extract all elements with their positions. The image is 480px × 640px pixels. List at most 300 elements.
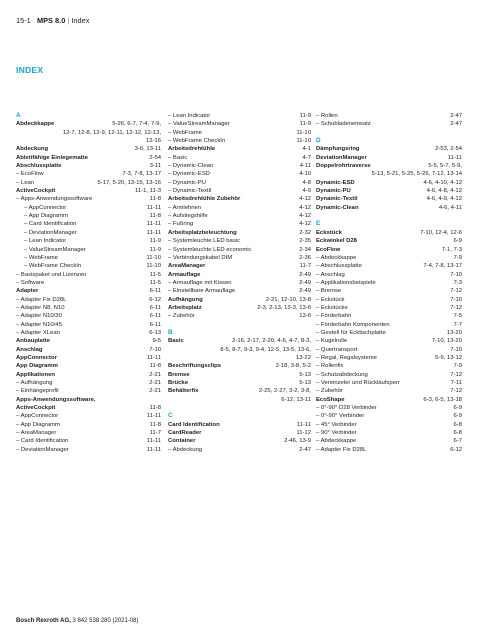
index-page-refs: 4-11 — [299, 163, 311, 170]
index-entry — [168, 254, 311, 262]
index-page-refs: 11-1, 11-3 — [135, 188, 161, 195]
index-letter-heading: D — [316, 137, 321, 145]
index-page-refs: 11-8 — [149, 213, 161, 220]
index-entry — [16, 429, 161, 437]
index-spacer — [168, 404, 311, 412]
header-separator: | — [67, 16, 70, 25]
index-entry — [16, 237, 161, 245]
index-term: – WebFrame CheckIn — [24, 263, 82, 270]
index-entry — [316, 145, 462, 153]
index-page-refs: 6-11 — [149, 304, 161, 311]
index-term: – Abdeckkappe — [316, 254, 357, 261]
section-name: Index — [71, 16, 90, 25]
index-page-refs: 7-10 — [149, 346, 161, 353]
index-entry — [316, 371, 462, 379]
index-page-refs: 5-26, 6-7, 7-4, 7-9, — [112, 121, 161, 128]
index-page-refs: 11-9 — [299, 113, 311, 119]
index-page-refs: 11-11 — [146, 446, 161, 453]
index-entry — [16, 346, 161, 354]
index-entry — [16, 404, 161, 412]
index-entry — [168, 246, 311, 254]
index-page-refs-continued: 13-22 — [295, 354, 311, 361]
index-entry — [168, 362, 311, 370]
index-term: – Quertransport — [316, 346, 358, 353]
index-page-refs: 2-21 — [149, 380, 161, 386]
index-term: Dynamic-PU — [316, 188, 351, 195]
index-term: ActiveCockpit — [16, 188, 56, 195]
index-entry — [316, 404, 462, 412]
index-term: – App Diagramm — [16, 421, 60, 428]
index-spacer — [316, 212, 462, 220]
index-term: Apps-Anwendungssoftware, — [16, 396, 96, 403]
index-page-refs: 11-11 — [296, 421, 311, 428]
index-term: Arbeitsplatz — [168, 304, 202, 311]
index-entry — [316, 437, 462, 445]
index-entry — [168, 112, 311, 120]
index-entry — [168, 170, 311, 178]
index-page-refs: 4-12 — [299, 213, 311, 220]
index-term: – Dynamic-ESD — [168, 171, 210, 178]
index-entry — [16, 329, 161, 337]
index-page-refs: 7-9 — [453, 254, 462, 261]
index-page-refs: 2-25, 2-27, 3-2, 3-8, — [258, 388, 311, 395]
index-page-refs: 11-10 — [296, 138, 311, 145]
index-entry — [16, 296, 161, 304]
index-entry — [16, 279, 161, 287]
index-entry — [16, 271, 161, 279]
index-letter-heading: B — [168, 328, 173, 336]
index-page-refs: 11-11 — [146, 438, 161, 445]
index-page-refs-continued: 12-16 — [145, 138, 161, 145]
index-entry — [316, 254, 462, 262]
index-page-refs: 3-11 — [149, 163, 161, 170]
index-term: – Vereinzeler und Rückläufsperr — [316, 380, 400, 386]
index-page-refs-continued: 6-12, 13-11 — [281, 396, 311, 403]
index-entry — [16, 354, 161, 362]
index-page-refs: 2-16, 2-17, 2-20, 4-6, 4-7, 8-3, — [232, 338, 311, 345]
index-page-refs: 13-6 — [299, 313, 311, 320]
index-term: – Anschlag — [316, 271, 345, 278]
index-page-refs: 11-9 — [149, 246, 161, 253]
index-page-refs: 2-21 — [149, 388, 161, 395]
index-entry — [168, 120, 311, 128]
index-page-refs: 11-11 — [146, 229, 161, 236]
index-entry — [316, 337, 462, 345]
index-page-refs: 7-7 — [453, 321, 462, 328]
index-page-refs: 4-12 — [299, 204, 311, 211]
index-page-refs: 11-11 — [146, 354, 161, 361]
index-page-refs: 4-12 — [299, 221, 311, 228]
index-entry — [316, 262, 462, 270]
index-page-refs: 6-8 — [453, 421, 462, 428]
index-page-refs: 5-9, 13-12 — [435, 354, 462, 361]
index-term: – DeviationManager — [24, 229, 77, 236]
index-page-refs: 7-10, 12-4, 12-6 — [420, 229, 462, 236]
index-entry — [168, 204, 311, 212]
index-page-refs: 2-53, 2-54 — [435, 146, 462, 153]
index-page-refs: 7-9 — [453, 363, 462, 370]
index-term: – DeviationManager — [16, 446, 69, 453]
index-term: – Abschlussplatte — [316, 263, 362, 270]
index-page-refs: 7-12 — [450, 304, 462, 311]
index-page-refs: 6-12 — [450, 446, 462, 453]
index-page-refs: 11-12 — [296, 430, 311, 437]
footer-docnum: 3 842 538 280 (2021-08) — [72, 618, 139, 624]
index-entry — [16, 312, 161, 320]
index-entry — [168, 421, 311, 429]
index-term: – 45° Verbinder — [316, 421, 357, 428]
index-term: CardReader — [168, 430, 202, 437]
index-entry — [316, 229, 462, 237]
index-page-refs: 11-9 — [299, 121, 311, 128]
index-entry — [316, 346, 462, 354]
index-term: – Einstellbare Armauflage — [168, 288, 236, 295]
index-entry — [168, 287, 311, 295]
index-term: – Software — [16, 279, 45, 286]
index-page-refs: 2-49 — [299, 271, 311, 278]
index-page-refs: 2-47 — [450, 121, 462, 128]
index-entry — [316, 179, 462, 187]
index-page-refs: 2-47 — [450, 113, 462, 119]
index-term: – Abdeckung — [168, 446, 203, 453]
index-entry — [316, 354, 462, 362]
index-entry — [16, 379, 161, 387]
index-page-refs: 6-9 — [453, 405, 462, 412]
index-term: – Basispaket und Lizenzen — [16, 271, 87, 278]
index-entry — [316, 362, 462, 370]
index-page-refs: 2-46, 13-9 — [284, 438, 311, 445]
index-page-refs: 7-12 — [450, 371, 462, 378]
index-entry — [316, 237, 462, 245]
index-entry — [168, 229, 311, 237]
index-term: – Einhängeprofil — [16, 388, 59, 395]
index-page-refs: 11-11 — [447, 154, 462, 161]
index-entry — [16, 387, 161, 395]
index-term: – Fußring — [168, 221, 194, 228]
index-letter-heading: E — [316, 220, 321, 228]
index-term: Abdeckung — [16, 146, 49, 153]
index-entry — [16, 396, 161, 404]
index-page-refs: 11-10 — [146, 254, 161, 261]
index-page-refs: 6-3, 6-5, 13-18 — [423, 396, 462, 403]
index-term: Beschriftungsclips — [168, 363, 222, 370]
index-page-refs: 4-6, 4-10, 4-12 — [423, 179, 462, 186]
index-term: Arbeitsplatzbeleuchtung — [168, 229, 237, 236]
index-page-refs: 7-4, 7-8, 13-17 — [423, 263, 462, 270]
index-entry — [168, 145, 311, 153]
index-entry — [16, 187, 161, 195]
index-term: – Aufhängung — [16, 380, 53, 386]
index-entry — [316, 429, 462, 437]
page-title: INDEX — [16, 65, 44, 75]
index-page-refs: 7-3 — [453, 279, 462, 286]
index-term: – Eckstücke — [316, 304, 348, 311]
index-term: – Adapter N8, N10 — [16, 304, 65, 311]
index-term: EcoShape — [316, 396, 345, 403]
index-page-refs: 4-12 — [299, 196, 311, 203]
index-page-refs: 4-9 — [302, 188, 311, 195]
index-entry — [316, 204, 462, 212]
index-entry — [168, 296, 311, 304]
index-page-refs-continued: 12-7, 12-8, 12-9, 12-11, 12-12, 12-13, — [62, 129, 161, 136]
index-term: – Apps-Anwendungssoftware — [16, 196, 93, 203]
index-entry — [16, 220, 161, 228]
index-page-refs: 11-8 — [149, 405, 161, 412]
index-entry — [316, 387, 462, 395]
index-page-refs: 6-13 — [149, 329, 161, 336]
index-entry — [316, 446, 462, 454]
index-entry — [168, 446, 311, 454]
index-term: – Förderbahn Komponenten — [316, 321, 390, 328]
index-term: – WebFrame — [168, 129, 202, 136]
index-entry — [16, 287, 161, 295]
index-term: Abdeckkappe — [16, 121, 55, 128]
index-page-refs: 13-20 — [446, 329, 462, 336]
index-entry — [168, 312, 311, 320]
index-term: – Bremse — [316, 288, 342, 295]
index-page-refs: 11-7 — [149, 430, 161, 437]
index-page-refs: 11-10 — [296, 129, 311, 136]
index-entry — [316, 154, 462, 162]
index-page-refs: 4-8 — [302, 179, 311, 186]
index-page-refs: 3-6, 13-11 — [134, 146, 161, 153]
index-entry — [168, 279, 311, 287]
index-page-refs: 2-47 — [299, 446, 311, 453]
page-number: 15-1 — [16, 16, 31, 25]
index-term: – EcoFlow — [16, 171, 44, 178]
index-page-refs: 7-1, 7-3 — [441, 246, 462, 253]
index-page-refs: 6-8 — [453, 430, 462, 437]
index-entry — [168, 129, 311, 137]
index-entry — [168, 237, 311, 245]
index-term: – ValueStreamManager — [168, 121, 230, 128]
index-page-refs: 2-34 — [299, 246, 311, 253]
index-entry — [316, 271, 462, 279]
index-entry — [16, 204, 161, 212]
index-entry — [16, 229, 161, 237]
footer-company: Bosch Rexroth AG, — [16, 618, 71, 624]
index-entry — [16, 246, 161, 254]
index-term: – Regal, Regalsysteme — [316, 354, 377, 361]
index-term: – Card Identification — [16, 438, 69, 445]
index-entry — [168, 304, 311, 312]
index-letter-heading: A — [16, 112, 21, 119]
product-name: MPS 8.0 — [36, 16, 66, 25]
index-page-refs: 2-21, 12-10, 13-8 — [265, 296, 311, 303]
index-entry — [168, 429, 311, 437]
index-term: Adapter — [16, 288, 39, 295]
index-entry — [16, 179, 161, 187]
index-term: Anbauplatte — [16, 338, 51, 345]
index-entry — [16, 421, 161, 429]
index-term: – 90° Verbinder — [316, 430, 357, 437]
index-page-refs: 4-1 — [302, 146, 311, 153]
index-term: – Adapter Fix D28L — [316, 446, 367, 453]
index-entry — [168, 162, 311, 170]
index-entry — [16, 262, 161, 270]
index-entry — [16, 195, 161, 203]
index-page-refs: 4-6, 4-8, 4-12 — [426, 188, 462, 195]
index-page-refs: 9-5 — [152, 338, 161, 345]
index-term: – AppConnector — [24, 204, 67, 211]
index-page-refs: 7-12 — [450, 288, 462, 295]
index-entry — [316, 321, 462, 329]
index-term: – Lean Indicator — [168, 113, 211, 119]
index-entry — [316, 120, 462, 128]
index-page-refs: 6-7 — [453, 438, 462, 445]
index-term: – Adapter XLean — [16, 329, 60, 336]
index-term: – WebFrame CheckIn — [168, 138, 226, 145]
index-term: – 0°-90° D28 Verbinder — [316, 405, 377, 412]
index-term: – Dynamic-Textil — [168, 188, 212, 195]
index-entry — [316, 396, 462, 404]
index-term: Container — [168, 438, 196, 445]
index-entry — [168, 262, 311, 270]
index-term: AreaManager — [168, 263, 206, 270]
index-entry — [16, 321, 161, 329]
index-page-refs: 4-6, 4-9, 4-12 — [426, 196, 462, 203]
index-entry — [316, 304, 462, 312]
index-page-refs: 7-10 — [450, 346, 462, 353]
index-term: – Adapter Fix D28L — [16, 296, 67, 303]
index-term: – WebFrame — [24, 254, 58, 261]
index-page-refs: 4-7 — [302, 154, 311, 161]
index-term: – Gestell für Ecktischplatte — [316, 329, 386, 336]
index-page-refs: 2-21 — [149, 371, 161, 378]
index-column-1 — [16, 112, 161, 454]
index-term: – ValueStreamManager — [24, 246, 86, 253]
index-page-refs: 6-12 — [149, 296, 161, 303]
index-page-refs: 7-10, 13-20 — [431, 338, 462, 345]
index-term: Brücke — [168, 380, 188, 386]
index-page-refs: 11-8 — [149, 421, 161, 428]
index-term: – Rollenfix — [316, 363, 344, 370]
index-page-refs: 6-11 — [149, 288, 161, 295]
index-term: Bremse — [168, 371, 190, 378]
page-footer — [16, 618, 139, 624]
index-term: – Zubehör — [168, 313, 195, 320]
index-term: – Förderbahn — [316, 313, 352, 320]
index-entry — [168, 154, 311, 162]
index-entry — [16, 371, 161, 379]
index-entry — [16, 304, 161, 312]
index-term: – AppConnector — [16, 413, 59, 420]
index-term: – Rollen — [316, 113, 338, 119]
index-term: – Applikationsbeispiele — [316, 279, 376, 286]
index-term: – App Diagramm — [24, 213, 68, 220]
index-entry — [316, 195, 462, 203]
index-entry — [16, 337, 161, 345]
index-entry — [16, 145, 161, 153]
index-entry — [316, 162, 462, 170]
index-entry — [168, 220, 311, 228]
index-page-refs: 5-13 — [299, 380, 311, 386]
index-page-refs: 6-11 — [149, 321, 161, 328]
index-page-refs: 11-11 — [146, 413, 161, 420]
index-entry — [168, 371, 311, 379]
index-term: – Dynamic-PU — [168, 179, 206, 186]
index-term: Ableitfähige Einlegematte — [16, 154, 89, 161]
index-entry — [316, 421, 462, 429]
index-entry — [16, 412, 161, 420]
index-term: Eckstück — [316, 229, 342, 236]
index-entry — [168, 387, 311, 395]
index-term: Dynamic-Clean — [316, 204, 359, 211]
index-term: Applikationen — [16, 371, 55, 378]
index-column-2 — [168, 112, 311, 454]
index-entry — [16, 120, 161, 128]
index-term: Basic — [168, 338, 184, 345]
index-term: Abschlussplatte — [16, 163, 62, 170]
index-entry — [316, 412, 462, 420]
index-page-refs: 2-32 — [299, 229, 311, 236]
index-term: EcoFlow — [316, 246, 341, 253]
index-term: Dämpfungsring — [316, 146, 360, 153]
index-term: AppConnector — [16, 354, 57, 361]
index-term: – Schubladeneinsatz — [316, 121, 371, 128]
index-term: DeviationManager — [316, 154, 367, 161]
index-column-3 — [316, 112, 462, 454]
index-term: – Zubehör — [316, 388, 343, 395]
index-term: – Armlehnen — [168, 204, 202, 211]
index-term: Anschlag — [16, 346, 43, 353]
index-page-refs: 11-7 — [299, 263, 311, 270]
index-term: – Lean Indicator — [24, 238, 67, 245]
index-page-refs: 6-9 — [453, 238, 462, 245]
index-page-refs: 11-11 — [146, 221, 161, 228]
index-entry — [16, 362, 161, 370]
index-term: – Systemleuchte LED economic — [168, 246, 252, 253]
index-page-refs: 7-12 — [450, 388, 462, 395]
index-page-refs: 11-9 — [149, 238, 161, 245]
index-entry — [316, 379, 462, 387]
index-term: – Armauflage mit Kissen — [168, 279, 232, 286]
index-entry — [16, 254, 161, 262]
index-entry — [316, 279, 462, 287]
index-entry — [16, 170, 161, 178]
index-page-refs: 7-5 — [453, 313, 462, 320]
index-term: Armauflage — [168, 271, 201, 278]
index-page-refs: 7-3, 7-8, 13-17 — [122, 171, 161, 178]
index-page-refs: 7-10 — [450, 271, 462, 278]
index-page-refs: 2-49 — [299, 279, 311, 286]
index-page-refs-continued: 8-5, 8-7, 9-3, 9-4, 12-5, 13-5, 13-6, — [220, 346, 311, 353]
index-term: – 0°-90° Verbinder — [316, 413, 365, 420]
index-page-refs: 4-10 — [299, 171, 311, 178]
index-term: – Eckstück — [316, 296, 345, 303]
index-term: Dynamic-Textil — [316, 196, 358, 203]
index-term: – Abdeckkappe — [316, 438, 357, 445]
index-entry — [168, 195, 311, 203]
index-term: Dynamic-ESD — [316, 179, 355, 186]
index-term: Arbeitsdrehtühle — [168, 146, 216, 153]
index-entry — [16, 437, 161, 445]
index-page-refs: 2-3, 2-13, 13-3, 13-6 — [257, 304, 311, 311]
index-page-refs: 5-5, 5-7, 5-9, — [428, 163, 462, 170]
index-entry — [16, 154, 161, 162]
index-term: – Lean — [16, 179, 35, 186]
index-entry — [316, 187, 462, 195]
index-page-refs: 2-36 — [299, 254, 311, 261]
index-entry — [316, 246, 462, 254]
index-term: – Card Identification — [24, 221, 77, 228]
index-term: – AreaManager — [16, 430, 57, 437]
index-entry — [316, 312, 462, 320]
index-entry — [168, 179, 311, 187]
index-letter-heading: C — [168, 412, 173, 420]
index-term: – Basic — [168, 154, 188, 161]
page-header — [16, 16, 89, 25]
